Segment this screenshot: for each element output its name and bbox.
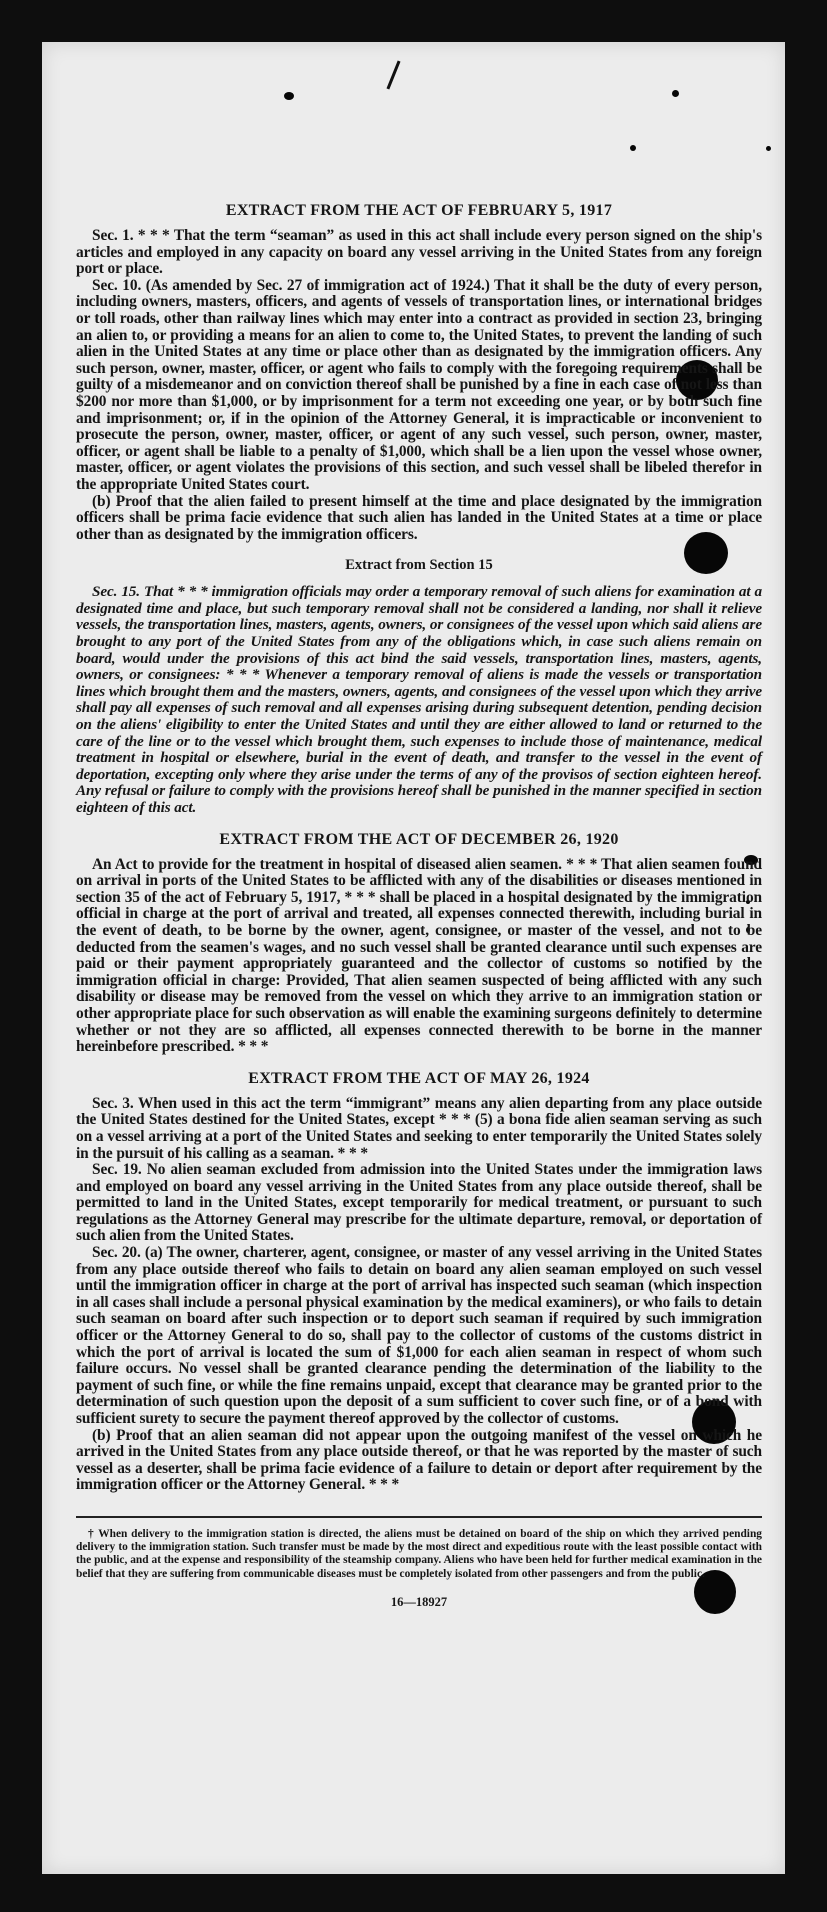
paragraph: Sec. 10. (As amended by Sec. 27 of immigration act of 1924.) That it shall be the duty of every person, including owners, masters, officers, and agents of vessels of transportation lines, or international bridges or toll roads, other than railway lines which may enter into a contract as provided in section 23, bringing an alien to, or providing a means for an alien to come to, the United States, to prevent the landing of such alien in the United States at any time or place other than as designated by the immigration officers. Any such person, owner, master, officer, or agent who fails to comply with the foregoing requirements shall be guilty of a misdemeanor and on conviction thereof shall be punished by a fine in each case of not less than $200 nor more than $1,000, or by imprisonment for a term not exceeding one year, or by both such fine and imprisonment; or, if in the opinion of the Attorney General, it is impracticable or inconvenient to prosecute the person, owner, master, officer, or agent of any such vessel, such person, owner, master, officer, or agent shall be liable to a penalty of $1,000, which shall be a lien upon the vessel whose owner, master, officer, or agent violates the provisions of this section, and such vessel shall be libeled therefor in the appropriate United States court. (76, 276, 762, 493)
section-subheading: Extract from Section 15 (345, 557, 493, 574)
ink-dot (672, 90, 679, 97)
section-act-1920 (76, 831, 762, 1056)
paragraph: (b) Proof that an alien seaman did not appear upon the outgoing manifest of the vessel on which he arrived in the United States from any place outside thereof, or that he was reported by the master of such vessel as a deserter, shall be prima facie evidence of a failure to detain or deport after requirement by the immigration officer or the Attorney General. * * * (76, 1426, 762, 1494)
document-number: 16—18927 (390, 1594, 448, 1609)
paragraph: (b) Proof that the alien failed to present himself at the time and place designated by the immigration officers shall be prima facie evidence that such alien has landed in the United States at a time or place other than as designated by the immigration officers. (76, 492, 762, 543)
paragraph: Sec. 20. (a) The owner, charterer, agent, consignee, or master of any vessel arriving in the United States from any place outside thereof who fails to detain on board any alien seaman employed on such vessel until the immigration officer in charge at the port of arrival has inspected such seaman (which inspection in all cases shall include a personal physical examination by the medical examiners), or who fails to detain such seaman on board after such inspection or to deport such seaman if required by such immigration officer or the Attorney General to do so, shall pay to the collector of customs of the customs district in which the port of arrival is located the sum of $1,000 for each alien seaman in respect of whom such failure occurs. No vessel shall be granted clearance pending the determination of the liability to the payment of such fine, or while the fine remains unpaid, except that clearance may be granted prior to the determination of such question upon the deposit of a sum sufficient to cover such fine, or of a bond with sufficient surety to secure the payment thereof approved by the collector of customs. (76, 1244, 762, 1427)
ink-dot (284, 92, 294, 100)
paragraph: Sec. 3. When used in this act the term “immigrant” means any alien departing from any place outside the United States destined for the United States, except * * * (5) a bona fide alien seaman serving as such on a vessel arriving at a port of the United States and seeking to enter temporarily the United States solely in the pursuit of his calling as a seaman. * * * (76, 1094, 762, 1162)
section-heading: EXTRACT FROM THE ACT OF DECEMBER 26, 1920 (219, 830, 619, 848)
section-extract-section-15 (76, 557, 762, 816)
paragraph: An Act to provide for the treatment in hospital of diseased alien seamen. * * * That alien seamen found on arrival in ports of the United States to be afflicted with any of the disabilities or diseases mentioned in section 35 of the act of February 5, 1917, * * * shall be placed in a hospital designated by the immigration official in charge at the port of arrival and treated, all expenses connected therewith, including burial in the event of death, to be borne by the owner, agent, consignee, or master of the vessel, and not to be deducted from the seamen's wages, and no such vessel shall be granted clearance until such expenses are paid or their payment appropriately guaranteed and the collector of customs so notified by the immigration official in charge: Provided, That alien seamen suspected of being afflicted with any such disability or disease may be removed from the vessel on which they arrive to an immigration station or other appropriate place for such observation as will enable the examining surgeons definitely to determine whether or not they are so afflicted, all expenses connected therewith to be borne in the manner hereinbefore prescribed. * * * (76, 855, 762, 1056)
section-heading: EXTRACT FROM THE ACT OF MAY 26, 1924 (248, 1069, 590, 1087)
paragraph: Sec. 15. That * * * immigration officials may order a temporary removal of such aliens for examination at a designated time and place, but such temporary removal shall not be considered a landing, nor shall it relieve vessels, the transportation lines, masters, agents, owners, or consignees of the vessel upon which said aliens are brought to any port of the United States from any of the obligations which, in case such aliens remain on board, would under the provisions of this act bind the said vessels, transportation lines, masters, agents, owners, or consignees: * * * Whenever a temporary removal of aliens is made the vessels or transportation lines which brought them and the masters, owners, agents, and consignees of the vessel upon which they arrive shall pay all expenses of such removal and all expenses arising during subsequent detention, pending decision on the aliens' eligibility to enter the United States and until they are either allowed to land or returned to the care of the line or to the vessel which brought them, such expenses to include those of maintenance, medical treatment in hospital or elsewhere, burial in the event of death, and transfer to the vessel in the event of deportation, excepting only where they arise under the terms of any of the provisos of section eighteen hereof. Any refusal or failure to comply with the provisions hereof shall be punished in the manner specified in section eighteen of this act. (76, 583, 762, 816)
ink-dot (630, 145, 636, 151)
document-page (42, 42, 785, 1874)
pen-stroke-mark (386, 61, 400, 90)
document-body (76, 202, 762, 1610)
section-heading: EXTRACT FROM THE ACT OF FEBRUARY 5, 1917 (225, 202, 613, 219)
paragraph: Sec. 1. * * * That the term “seaman” as used in this act shall include every person signed on the ship's articles and employed in any capacity on board any vessel arriving in the United States from any foreign port or place. (76, 227, 762, 278)
footnote-divider (76, 1516, 762, 1518)
ink-dot (766, 146, 771, 151)
section-act-1924 (76, 1070, 762, 1494)
paragraph: Sec. 19. No alien seaman excluded from admission into the United States under the immigration laws and employed on board any vessel arriving in the United States from any place outside thereof, shall be permitted to land in the United States, except temporarily for medical treatment, or pursuant to such regulations as the Attorney General may prescribe for the ultimate departure, removal, or deportation of such alien from the United States. (76, 1161, 762, 1245)
footnote: † When delivery to the immigration station is directed, the aliens must be detained on board of the ship on which they arrived pending delivery to the immigration station. Such transfer must be made by the most direct and expeditious route with the least possible contact with the public, and at the expense and responsibility of the steamship company. Aliens who have been held for further medical examination in the belief that they are suffering from communicable diseases must be completely isolated from other passengers and from the public. (76, 1527, 762, 1580)
section-act-1917 (76, 202, 762, 543)
